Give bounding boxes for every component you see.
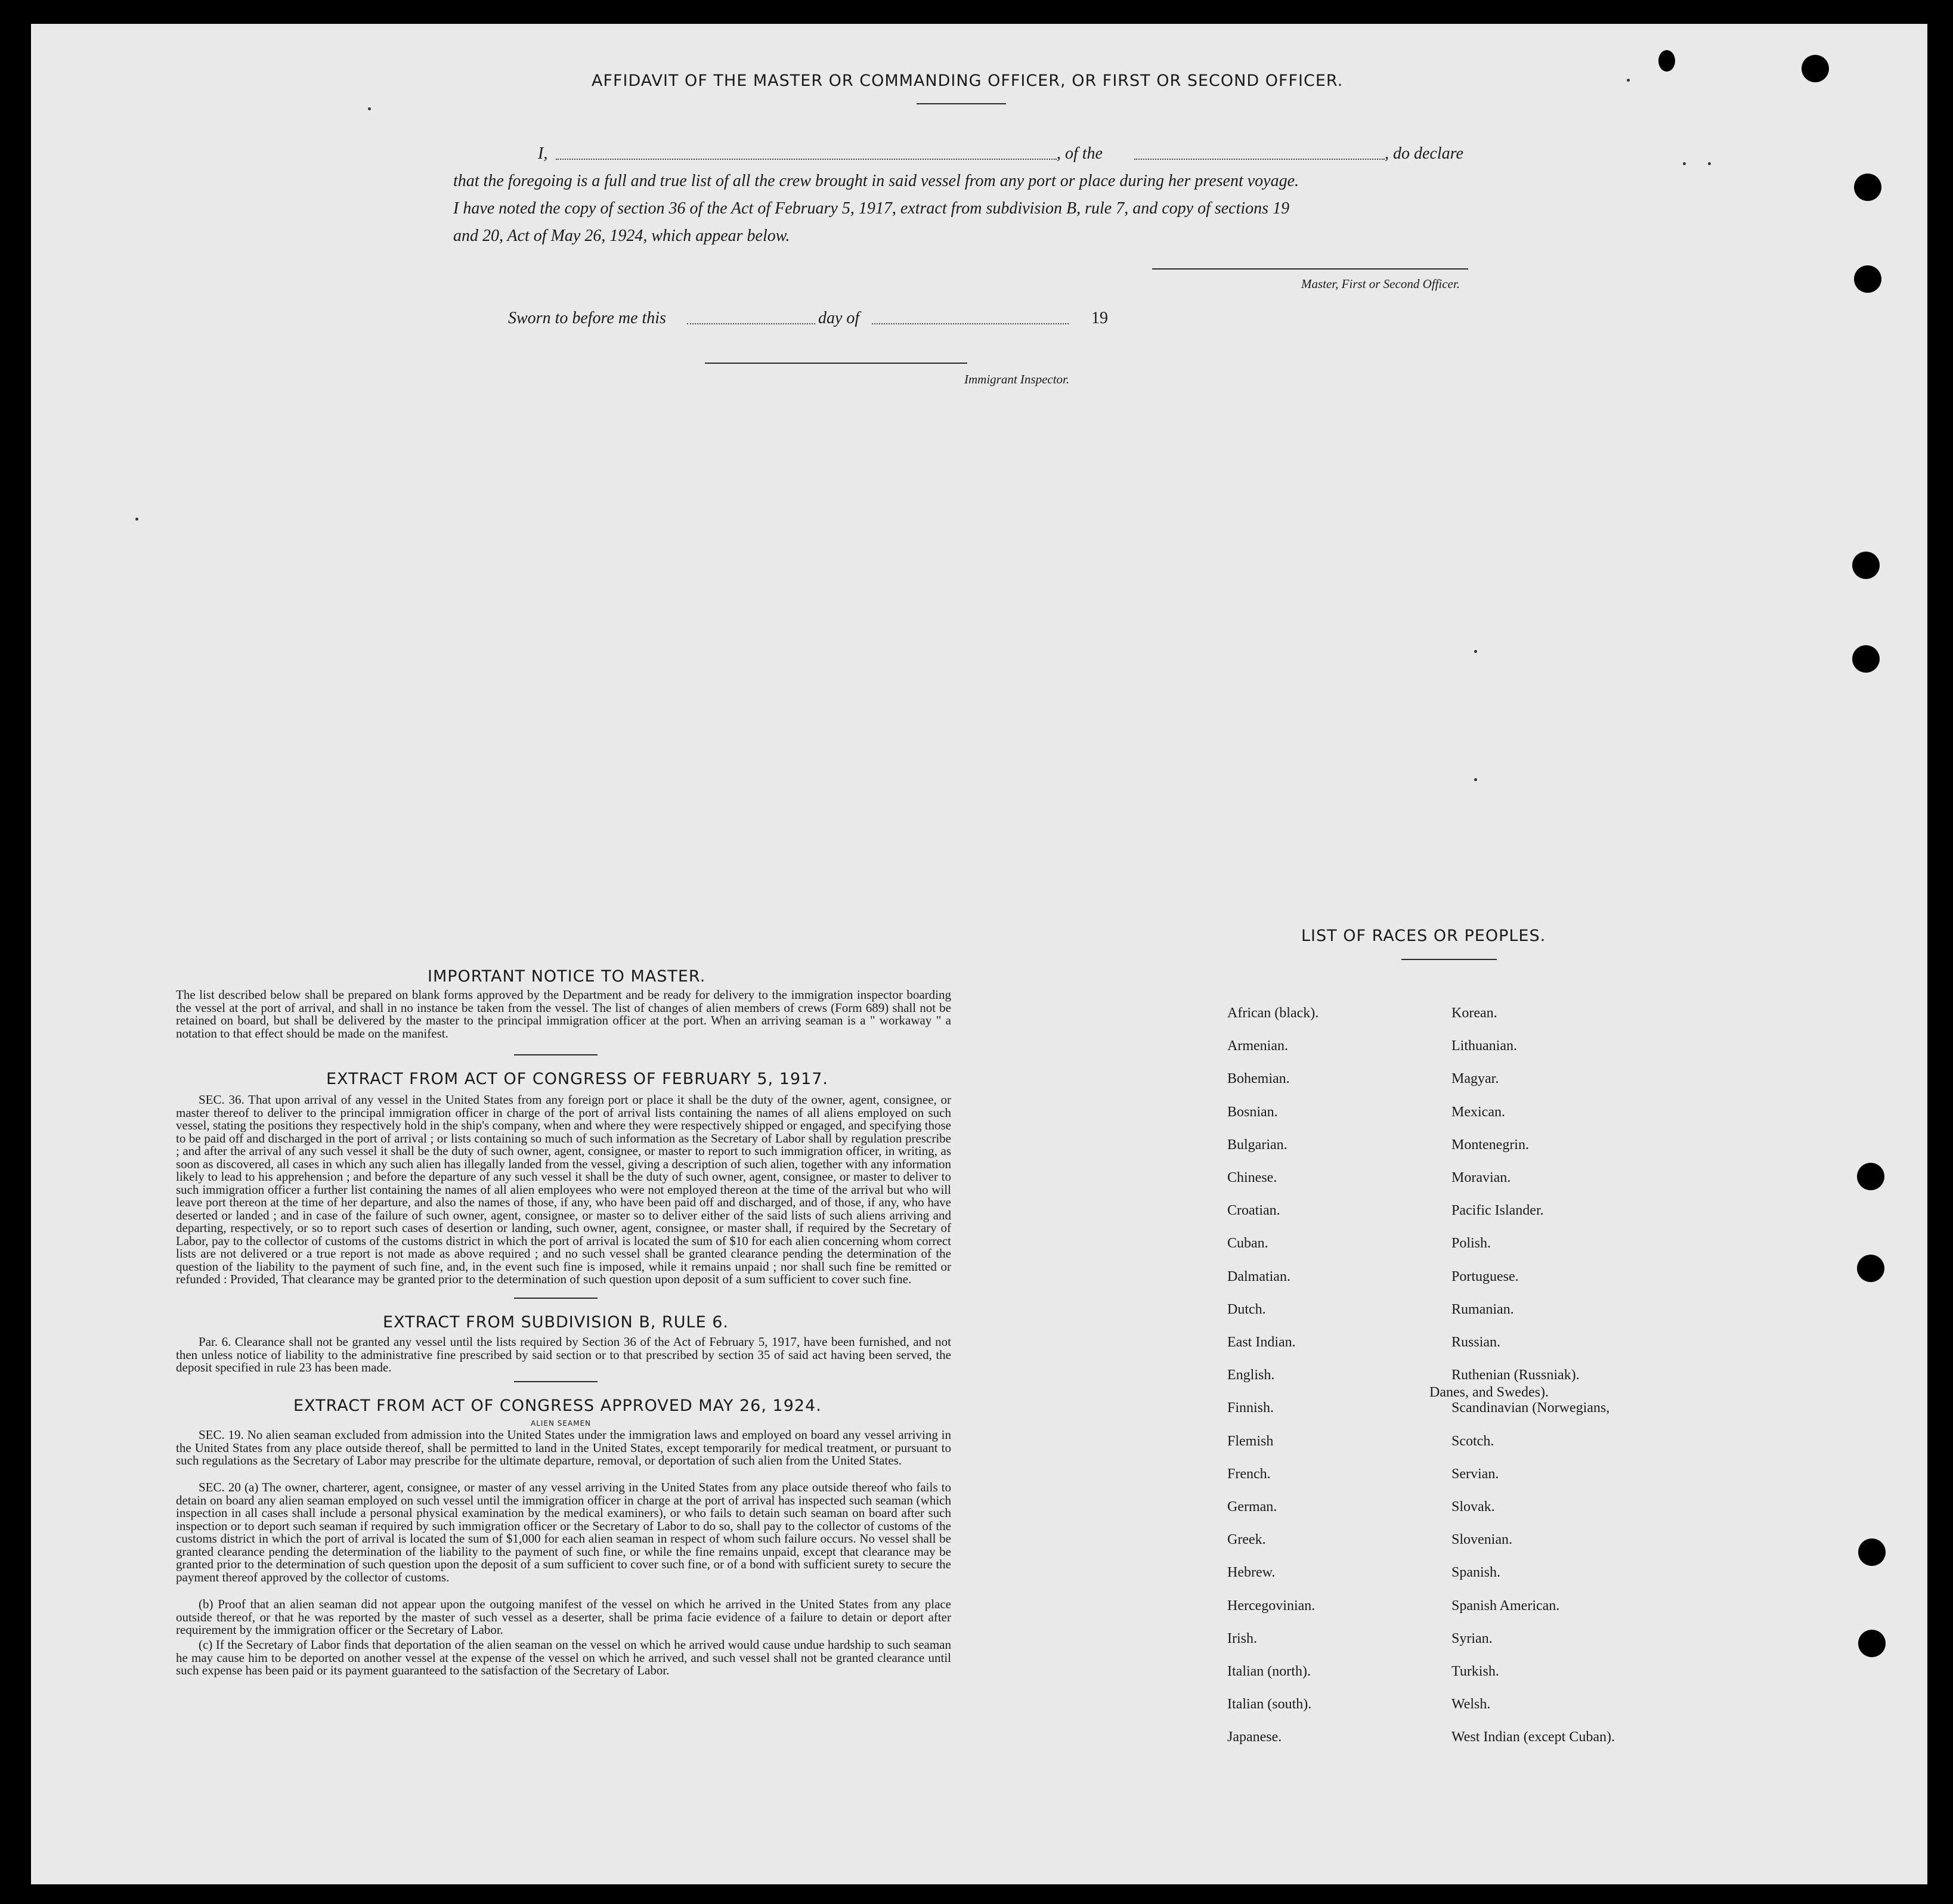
rule6-heading: EXTRACT FROM SUBDIVISION B, RULE 6.	[383, 1313, 729, 1332]
race-left-11: East Indian.	[1227, 1335, 1296, 1350]
race-left-14: Flemish	[1227, 1433, 1274, 1449]
affidavit-line4: and 20, Act of May 26, 1924, which appear below.	[453, 227, 790, 245]
notice-heading: IMPORTANT NOTICE TO MASTER.	[428, 967, 706, 986]
extract-1917-text: SEC. 36. That upon arrival of any vessel in the United States from any foreign port or place it shall be the duty of the owner, agent, consignee, or master thereof to deliver to the principal immigration officer in charge of the port of arrival lists containing the names of all aliens employed on such vessel, stating the positions they respectively hold in the ship's company, when and where they were respectively shipped or engaged, and specifying those to be paid off and discharged in the port of arrival ; or lists containing so much of such information as the Secretary of Labor shall by regulation prescribe ; and after the arrival of any such vessel it shall be the duty of such owner, agent, consignee, or master to report to such immigration officer, in writing, as soon as discovered, all cases in which any such alien has illegally landed from the vessel, giving a description of such alien, together with any information likely to lead to his apprehension ; and before the departure of any such vessel it shall be the duty of such owner, agent, consignee, or master to deliver to such immigration officer a further list containing the names of all alien employees who were not employed thereon at the time of the arrival but who will leave port thereon at the time of her departure, and also the names of those, if any, who have been paid off and discharged, and of those, if any, who have deserted or landed ; and in case of the failure of such owner, agent, consignee, or master so to deliver either of the said lists of such aliens arriving and departing, respectively, or so to report such cases of desertion or landing, such owner, agent, consignee, or master shall, if required by the Secretary of Labor, pay to the collector of customs of the customs district in which the port of arrival is located the sum of $10 for each alien concerning whom correct lists are not delivered or a true report is not made as above required ; and no such vessel shall be granted clearance pending the determination of the question of the liability to the payment of such fine, and, in the event such fine is imposed, while it remains unpaid ; nor shall such fine be remitted or refunded : Provided, That clearance may be granted prior to the determination of such question upon deposit of a sum sufficient to cover such fine.	[176, 1092, 952, 1286]
race-left-18: Hebrew.	[1227, 1565, 1276, 1581]
punch-hole	[1858, 1630, 1886, 1657]
alien-seamen-subheading: ALIEN SEAMEN	[531, 1419, 592, 1428]
race-left-6: Chinese.	[1227, 1170, 1277, 1185]
day-of-label: day of	[818, 309, 860, 327]
race-right-17: Slovenian.	[1451, 1532, 1512, 1548]
punch-hole	[1802, 55, 1829, 82]
scan-speck	[1683, 162, 1686, 165]
race-right-1: Korean.	[1451, 1005, 1497, 1021]
race-left-13: Finnish.	[1227, 1400, 1274, 1416]
affidavit-line3: I have noted the copy of section 36 of the Act of February 5, 1917, extract from subdivision B, rule 7, and copy of sections 19	[453, 199, 1290, 218]
heading-underline	[917, 103, 1006, 104]
race-left-17: Greek.	[1227, 1532, 1266, 1548]
extract-1917-heading: EXTRACT FROM ACT OF CONGRESS OF FEBRUARY 5, 1917.	[326, 1070, 828, 1088]
race-left-5: Bulgarian.	[1227, 1137, 1287, 1153]
race-left-7: Croatian.	[1227, 1203, 1280, 1219]
race-item-continuation: Danes, and Swedes).	[1429, 1385, 1549, 1400]
races-heading: LIST OF RACES OR PEOPLES.	[1301, 927, 1546, 945]
race-left-21: Italian (north).	[1227, 1664, 1311, 1679]
sec20c-text: (c) If the Secretary of Labor finds that deportation of the alien seaman on the vessel on which he arrived would cause undue hardship to such seaman he may cause him to be deported on another vessel at the expense of the vessel on which he arrived, and such vessel shall not be granted clearance until such expense has been paid or its payment guaranteed to the satisfaction of the Secretary of Labor.	[176, 1637, 951, 1677]
affidavit-line1-do-declare: , do declare	[1385, 144, 1463, 163]
affidavit-line1-of-the: , of the	[1057, 144, 1103, 163]
race-right-2: Lithuanian.	[1451, 1038, 1517, 1054]
race-right-22: Welsh.	[1451, 1696, 1491, 1713]
scan-speck	[368, 107, 371, 110]
punch-hole	[1854, 174, 1881, 201]
race-right-6: Moravian.	[1451, 1170, 1511, 1185]
punch-hole	[1658, 50, 1675, 72]
race-left-10: Dutch.	[1227, 1301, 1266, 1317]
notice-text: The list described below shall be prepared on blank forms approved by the Department and be ready for delivery to the immigration inspector boarding the vessel at the port of arrival, and shall in no instance be taken from the vessel. The list of changes of alien members of crews (Form 689) shall not be retained on board, but shall be delivered by the master to the principal immigration officer at the port. When an arriving seaman is a " workaway " a notation to that effect should be made on the manifest.	[176, 987, 951, 1041]
race-right-11: Russian.	[1451, 1335, 1501, 1350]
race-left-3: Bohemian.	[1227, 1071, 1290, 1087]
punch-hole	[1854, 265, 1881, 293]
sworn-month-blank[interactable]	[872, 323, 1069, 324]
rule6-text: Par. 6. Clearance shall not be granted any vessel until the lists required by Section 36 of the Act of February 5, 1917, have been furnished, and not then unless notice of liability to the administrative fine prescribed by said section or to that prescribed by section 35 of said act having been served, the deposit specified in rule 23 has been made.	[176, 1335, 951, 1374]
affidavit-line2: that the foregoing is a full and true list of all the crew brought in said vessel from any port or place during her present voyage.	[453, 172, 1299, 190]
race-left-4: Bosnian.	[1227, 1104, 1278, 1120]
scan-speck	[1474, 778, 1477, 781]
punch-hole	[1857, 1255, 1884, 1282]
race-left-8: Cuban.	[1227, 1236, 1268, 1252]
race-right-4: Mexican.	[1451, 1104, 1505, 1120]
affidavit-line1-i: I,	[538, 144, 548, 163]
punch-hole	[1858, 1538, 1886, 1566]
punch-hole	[1852, 645, 1880, 673]
vessel-blank-line[interactable]	[1134, 159, 1385, 160]
race-right-3: Magyar.	[1451, 1071, 1499, 1087]
race-right-20: Syrian.	[1451, 1630, 1493, 1646]
race-right-15: Servian.	[1451, 1466, 1499, 1482]
race-left-19: Hercegovinian.	[1227, 1597, 1316, 1614]
punch-hole	[1857, 1163, 1884, 1190]
inspector-signature-line[interactable]	[705, 363, 967, 364]
race-left-12: English.	[1227, 1367, 1275, 1383]
race-right-18: Spanish.	[1451, 1565, 1501, 1581]
race-right-16: Slovak.	[1451, 1499, 1495, 1515]
race-right-19: Spanish American.	[1451, 1597, 1560, 1614]
race-right-10: Rumanian.	[1451, 1301, 1514, 1317]
race-left-1: African (black).	[1227, 1005, 1319, 1021]
races-underline	[1401, 959, 1497, 960]
inspector-caption: Immigrant Inspector.	[964, 372, 1070, 386]
notice-divider	[514, 1054, 598, 1055]
scan-speck	[1627, 79, 1630, 82]
signature-line[interactable]	[1152, 268, 1468, 270]
scan-speck	[135, 518, 138, 521]
sworn-label: Sworn to before me this	[508, 309, 666, 327]
extract-1924-heading: EXTRACT FROM ACT OF CONGRESS APPROVED MAY 26, 1924.	[293, 1397, 822, 1415]
year-prefix: 19	[1091, 309, 1108, 327]
race-right-23: West Indian (except Cuban).	[1451, 1729, 1615, 1745]
race-left-22: Italian (south).	[1227, 1696, 1312, 1713]
extract-1917-divider	[514, 1298, 598, 1299]
race-left-16: German.	[1227, 1499, 1277, 1515]
sec20a-text: SEC. 20 (a) The owner, charterer, agent, consignee, or master of any vessel arriving in the United States from any place outside thereof who fails to detain on board any alien seaman employed on such vessel until the immigration officer in charge at the port of arrival has inspected such seaman (which inspection in all cases shall include a personal physical examination by the medical examiners), or who fails to detain such seaman on board after such inspection or to deport such seaman if required by such immigration officer or the Secretary of Labor to do so, shall pay to the collector of customs of the customs district in which the port of arrival is located the sum of $1,000 for each alien seaman in respect of whom such failure occurs. No vessel shall be granted clearance pending the determination of the liability to the payment of such fine, or while the fine remains unpaid, except that clearance may be granted prior to the determination of such question upon the deposit of a sum sufficient to cover such fine, or of a bond with sufficient surety to secure the payment thereof approved by the collector of customs.	[176, 1480, 951, 1584]
race-right-9: Portuguese.	[1451, 1268, 1519, 1284]
scan-speck	[1474, 650, 1477, 653]
race-left-9: Dalmatian.	[1227, 1268, 1290, 1284]
race-left-20: Irish.	[1227, 1630, 1257, 1646]
race-right-5: Montenegrin.	[1451, 1137, 1529, 1153]
rule6-divider	[514, 1381, 598, 1382]
race-left-2: Armenian.	[1227, 1038, 1288, 1054]
sec20b-text: (b) Proof that an alien seaman did not appear upon the outgoing manifest of the vessel on which he arrived in the United States from any place outside thereof, or that he was reported by the master of such vessel as a deserter, shall be prima facie evidence of a failure to detain or deport after requirement by the immigration officer or the Secretary of Labor.	[176, 1597, 951, 1637]
race-right-14: Scotch.	[1451, 1433, 1494, 1449]
affidavit-heading: AFFIDAVIT OF THE MASTER OR COMMANDING OFFICER, OR FIRST OR SECOND OFFICER.	[592, 72, 1344, 90]
signature-caption: Master, First or Second Officer.	[1301, 277, 1460, 291]
document-page	[31, 24, 1927, 1884]
sec19-text: SEC. 19. No alien seaman excluded from admission into the United States under the immigration laws and employed on board any vessel arriving in the United States from any place outside thereof, shall be permitted to land in the United States, except temporarily for medical treatment, or pursuant to such regulations as the Secretary of Labor may prescribe for the ultimate departure, removal, or deportation of such alien from the United States.	[176, 1428, 951, 1468]
race-right-12: Ruthenian (Russniak).	[1451, 1367, 1580, 1383]
sworn-day-blank[interactable]	[687, 323, 815, 324]
race-right-21: Turkish.	[1451, 1664, 1499, 1679]
race-right-13: Scandinavian (Norwegians,	[1451, 1400, 1610, 1416]
punch-hole	[1852, 552, 1880, 579]
name-blank-line[interactable]	[556, 159, 1057, 160]
race-right-8: Polish.	[1451, 1236, 1491, 1252]
race-right-7: Pacific Islander.	[1451, 1203, 1544, 1219]
race-left-15: French.	[1227, 1466, 1271, 1482]
race-left-23: Japanese.	[1227, 1729, 1282, 1745]
scan-speck	[1708, 162, 1711, 165]
